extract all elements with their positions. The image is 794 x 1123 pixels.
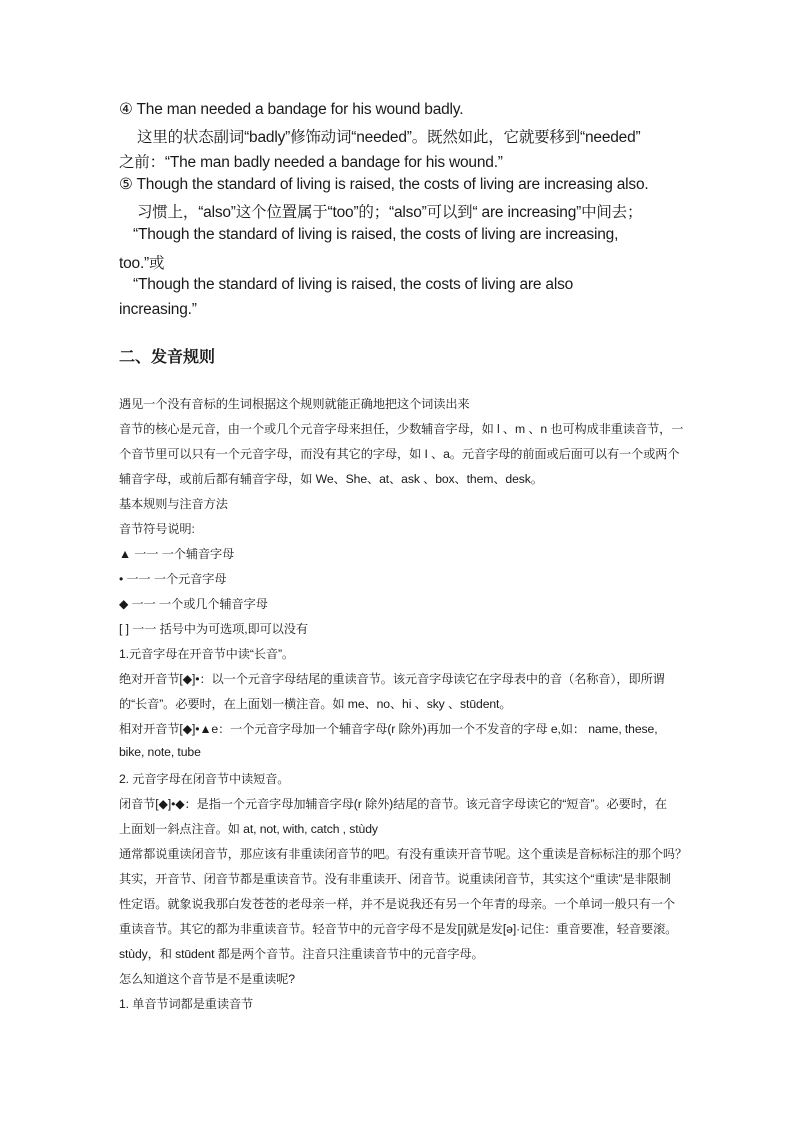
example-5-option-2-cont: increasing.” <box>119 301 197 318</box>
example-4-sentence: ④ The man needed a bandage for his wound badly. <box>119 101 464 118</box>
body-line: 重读音节。其它的都为非重读音节。轻音节中的元音字母不是发[i]就是发[ә]·记住：重音要准，轻音要滚。 <box>119 922 678 936</box>
symbol-legend-vowel: • 一一 一个元音字母 <box>119 572 227 586</box>
example-5-option-1-cont: too.”或 <box>119 255 165 272</box>
symbol-legend-optional: [ ] 一一 括号中为可选项,即可以没有 <box>119 622 308 636</box>
symbol-legend-consonants: ◆ 一一 一个或几个辅音字母 <box>119 597 268 611</box>
body-line: 音节的核心是元音，由一个或几个元音字母来担任，少数辅音字母，如 l 、m 、n 也可构成非重读音节，一 <box>119 422 684 436</box>
body-line: 1.元音字母在开音节中读“长音”。 <box>119 647 295 661</box>
body-line: stùdy，和 stūdent 都是两个音节。注音只注重读音节中的元音字母。 <box>119 947 484 961</box>
body-line: 音节符号说明: <box>119 522 195 536</box>
example-5-explanation: 习惯上，“also”这个位置属于“too”的；“also”可以到“ are increasing”中间去； <box>137 204 643 221</box>
body-line: 相对开音节[◆]•▲e：一个元音字母加一个辅音字母(r 除外)再加一个不发音的字母 e,如： name, these, <box>119 722 658 736</box>
body-line: 1. 单音节词都是重读音节 <box>119 997 254 1011</box>
body-line: 绝对开音节[◆]•：以一个元音字母结尾的重读音节。该元音字母读它在字母表中的音（名称音），即所谓 <box>119 672 665 686</box>
body-line: bike, note, tube <box>119 745 201 759</box>
example-4-explanation: 这里的状态副词“badly”修饰动词“needed”。既然如此，它就要移到“needed” <box>137 129 641 146</box>
body-line: 辅音字母，或前后都有辅音字母，如 We、She、at、ask 、box、them、desk。 <box>119 472 543 486</box>
example-5-option-2: “Though the standard of living is raised, the costs of living are also <box>133 276 574 293</box>
body-line: 遇见一个没有音标的生词根据这个规则就能正确地把这个词读出来 <box>119 397 470 411</box>
example-5-sentence: ⑤ Though the standard of living is raised, the costs of living are increasing also. <box>119 176 649 193</box>
body-line: 通常都说重读闭音节，那应该有非重读闭音节的吧。有没有重读开音节呢。这个重读是音标标注的那个吗？ <box>119 847 688 861</box>
example-4-correction: 之前：“The man badly needed a bandage for his wound.” <box>119 154 503 171</box>
body-line: 其实，开音节、闭音节都是重读音节。没有非重读开、闭音节。说重读闭音节，其实这个“重读”是非限制 <box>119 872 671 886</box>
body-line: 怎么知道这个音节是不是重读呢? <box>119 972 295 986</box>
example-5-option-1: “Though the standard of living is raised, the costs of living are increasing, <box>133 226 619 243</box>
section-heading: 二、发音规则 <box>119 347 216 366</box>
symbol-legend-consonant: ▲ 一一 一个辅音字母 <box>119 547 235 561</box>
body-line: 基本规则与注音方法 <box>119 497 228 511</box>
body-line: 2. 元音字母在闭音节中读短音。 <box>119 772 290 786</box>
body-line: 上面划一斜点注音。如 at, not, with, catch , stùdy <box>119 822 378 836</box>
body-line: 闭音节[◆]•◆：是指一个元音字母加辅音字母(r 除外)结尾的音节。该元音字母读它的“短音”。必要时，在 <box>119 797 667 811</box>
body-line: 的“长音”。必要时，在上面划一横注音。如 me、no、hi 、sky 、stūdent。 <box>119 697 512 711</box>
body-line: 性定语。就象说我那白发苍苍的老母亲一样，并不是说我还有另一个年青的母亲。一个单词一般只有一个 <box>119 897 676 911</box>
body-line: 个音节里可以只有一个元音字母，而没有其它的字母，如 I 、a。元音字母的前面或后面可以有一个或两个 <box>119 447 680 461</box>
